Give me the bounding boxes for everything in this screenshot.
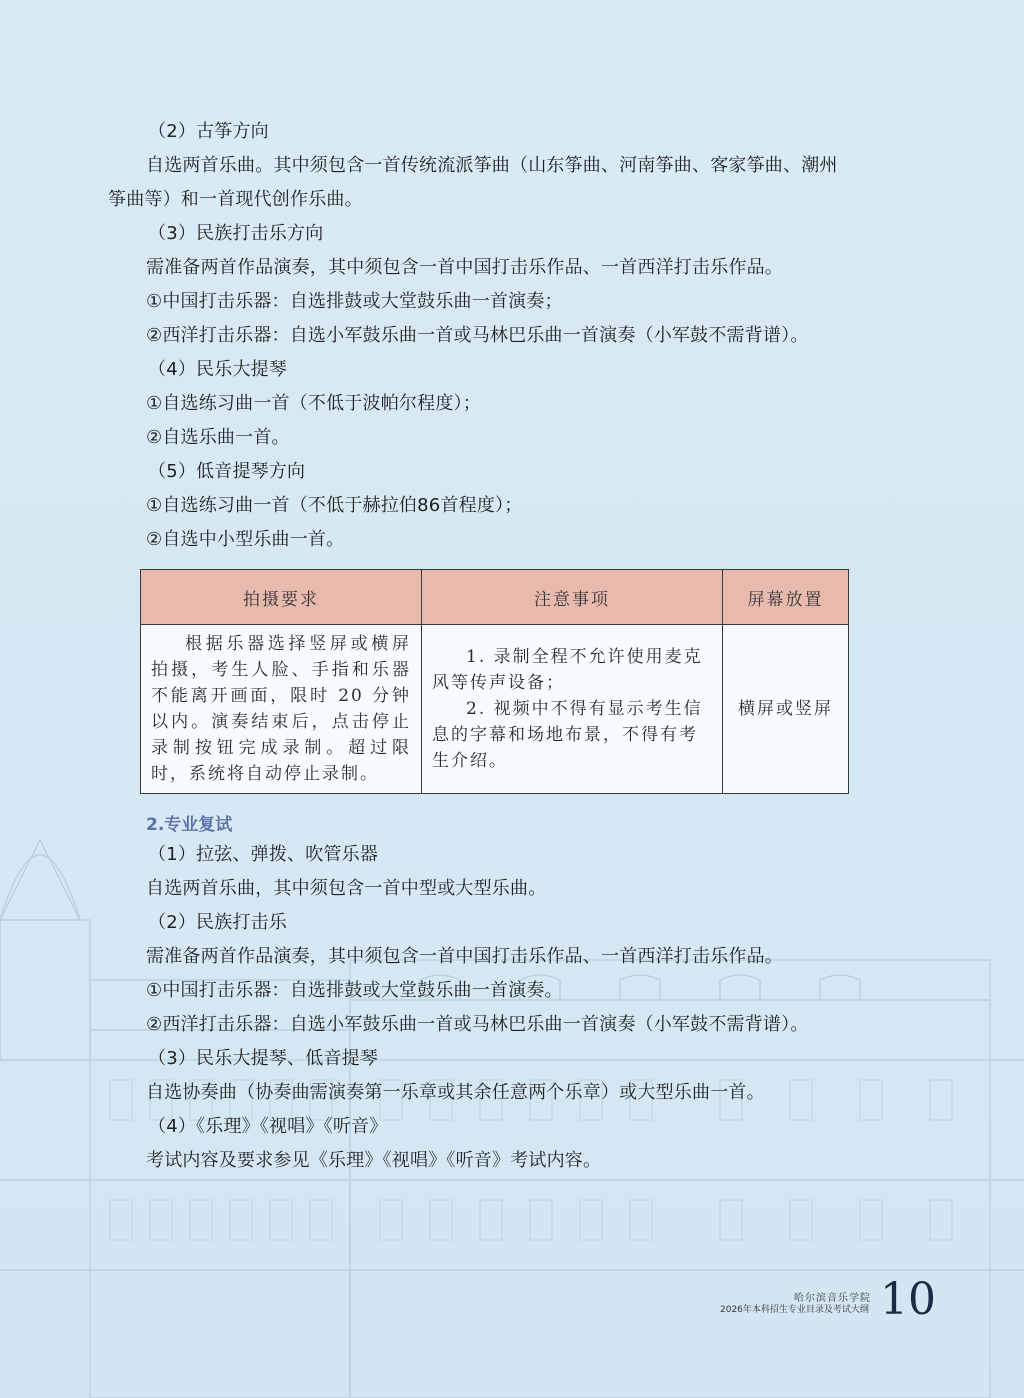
percussion-heading: （3）民族打击乐方向 xyxy=(148,223,324,244)
retest-heading-3: （3）民乐大提琴、低音提琴 xyxy=(148,1048,379,1069)
percussion-text-line3: ②西洋打击乐器：自选小军鼓乐曲一首或马林巴乐曲一首演奏（小军鼓不需背谱）。 xyxy=(146,325,809,346)
guzheng-text-line1: 自选两首乐曲。其中须包含一首传统流派筝曲（山东筝曲、河南筝曲、客家筝曲、潮州 xyxy=(146,155,838,176)
percussion-text-line1: 需准备两首作品演奏，其中须包含一首中国打击乐作品、一首西洋打击乐作品。 xyxy=(146,257,783,278)
bass-heading: （5）低音提琴方向 xyxy=(148,461,306,482)
guzheng-heading: （2）古筝方向 xyxy=(148,121,269,142)
header-notes: 注意事项 xyxy=(422,570,723,625)
cello-text-line1: ①自选练习曲一首（不低于波帕尔程度）； xyxy=(146,393,481,414)
footer-document-title: 2026年本科招生专业目录及考试大纲 xyxy=(720,1305,869,1315)
cell-notes xyxy=(422,625,723,794)
recording-requirements-table xyxy=(140,569,849,794)
retest-text-2b: ①中国打击乐器：自选排鼓或大堂鼓乐曲一首演奏。 xyxy=(146,980,563,1001)
shooting-requirements-text: 根据乐器选择竖屏或横屏拍摄，考生人脸、手指和乐器不能离开画面，限时 20 分钟以内。演奏结束后，点击停止录制按钮完成录制。超过限时，系统将自动停止录制。 xyxy=(151,634,411,784)
cello-heading: （4）民乐大提琴 xyxy=(148,359,288,380)
retest-heading-1: （1）拉弦、弹拨、吹管乐器 xyxy=(148,844,379,865)
retest-text-2a: 需准备两首作品演奏，其中须包含一首中国打击乐作品、一首西洋打击乐作品。 xyxy=(146,946,783,967)
cell-shooting-requirements xyxy=(141,625,422,794)
retest-text-2c: ②西洋打击乐器：自选小军鼓乐曲一首或马林巴乐曲一首演奏（小军鼓不需背谱）。 xyxy=(146,1014,809,1035)
header-screen-orientation: 屏幕放置 xyxy=(723,570,849,625)
bass-text-line1: ①自选练习曲一首（不低于赫拉伯86首程度）； xyxy=(146,495,523,516)
percussion-text-line2: ①中国打击乐器：自选排鼓或大堂鼓乐曲一首演奏； xyxy=(146,291,563,312)
retest-section-heading: 2.专业复试 xyxy=(146,815,233,835)
retest-heading-4: （4）《乐理》《视唱》《听音》 xyxy=(148,1116,388,1137)
retest-text-1: 自选两首乐曲，其中须包含一首中型或大型乐曲。 xyxy=(146,878,547,899)
header-shooting-requirements: 拍摄要求 xyxy=(141,570,422,625)
table-header-row xyxy=(141,570,849,625)
retest-heading-2: （2）民族打击乐 xyxy=(148,912,288,933)
cello-text-line2: ②自选乐曲一首。 xyxy=(146,427,290,448)
bass-text-line2: ②自选中小型乐曲一首。 xyxy=(146,529,345,550)
footer-school-name: 哈尔滨音乐学院 xyxy=(794,1293,871,1304)
retest-text-4: 考试内容及要求参见《乐理》《视唱》《听音》考试内容。 xyxy=(146,1150,602,1171)
note-item-2: 2. 视频中不得有显示考生信息的字幕和场地布景，不得有考生介绍。 xyxy=(432,699,703,771)
guzheng-text-line2: 筝曲等）和一首现代创作乐曲。 xyxy=(108,189,363,210)
cell-screen-orientation: 横屏或竖屏 xyxy=(723,625,849,794)
table-row xyxy=(141,625,849,794)
page-number: 10 xyxy=(880,1274,936,1325)
note-item-1: 1. 录制全程不允许使用麦克风等传声设备； xyxy=(432,647,703,693)
retest-text-3: 自选协奏曲（协奏曲需演奏第一乐章或其余任意两个乐章）或大型乐曲一首。 xyxy=(146,1082,765,1103)
